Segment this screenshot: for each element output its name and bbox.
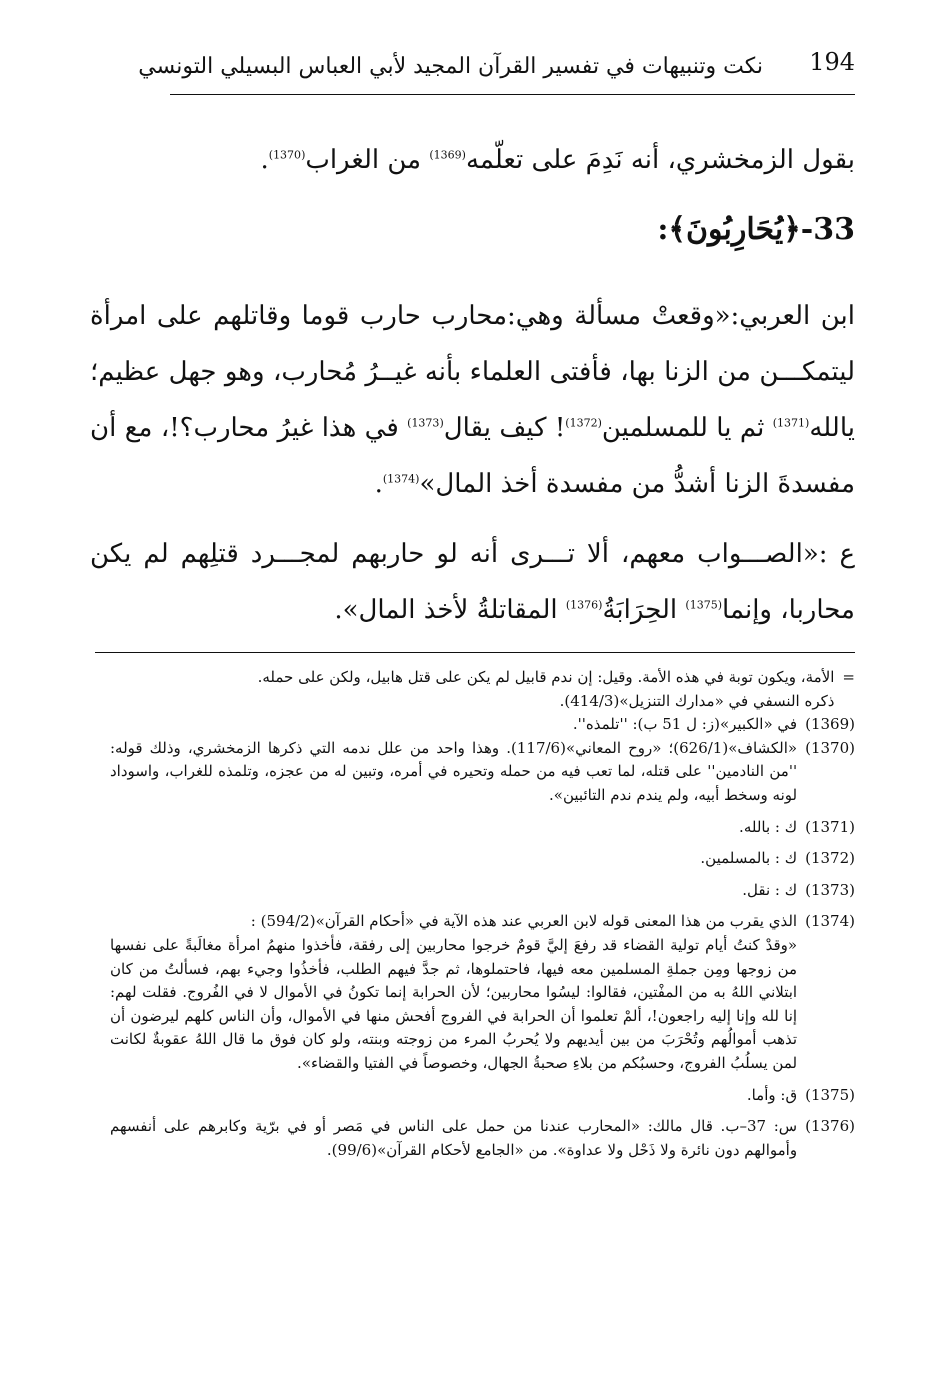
footnote-line: ك : نقل.	[742, 880, 798, 899]
footnote-ref-1369: (1369)	[429, 148, 466, 162]
footnote-ref-1375: (1375)	[685, 598, 723, 612]
footnote-ref-1373: (1373)	[407, 416, 444, 430]
footnote-1372	[110, 847, 855, 871]
footnote-number: (1369)	[805, 715, 855, 734]
footnote-body	[110, 1084, 797, 1108]
para3-text-1: ع :«الصـــواب معهم، ألا تـــرى أنه لو حاربهم لمجـــرد قتلِهم لم يكن محاربا، وإنما	[90, 539, 855, 625]
page-number: 194	[809, 48, 855, 76]
footnote-line: الأمة، ويكون توبة في هذه الأمة. وقيل: إن ندم قابيل لم يكن على قتل هابيل، ولكن على حمله.	[257, 668, 835, 686]
footnote-1370	[110, 737, 855, 808]
footnote-divider	[95, 652, 855, 653]
footnote-1374	[110, 910, 855, 1075]
para2-text-5: .	[374, 469, 383, 499]
footnote-number: (1370)	[805, 738, 855, 757]
footnote-line: في «الكبير»(ز: ل 51 ب): ''تلمذه''.	[572, 715, 798, 734]
footnote-body	[110, 816, 797, 840]
footnotes	[110, 666, 855, 1162]
footnote-line: الذي يقرب من هذا المعنى قوله لابن العربي عند هذه الآية في «أحكام القرآن»(594/2) :	[250, 912, 798, 931]
footnote-1373	[110, 879, 855, 903]
footnote-ref-1376: (1376)	[565, 598, 603, 612]
para1-text-1: بقول الزمخشري، أنه نَدِمَ على تعلّمه	[465, 145, 855, 175]
para2-text-1: ابن العربي:«وقعتْ مسألة وهي:محارب حارب قوما وقاتلهم على امرأة ليتمكـــن من الزنا بها، فأفتى العلماء بأنه غيــرُ مُحارب، وهو جهل عظيم؛ يالله	[90, 301, 856, 443]
footnote-body	[110, 666, 834, 713]
footnote-line: «وقدْ كنتُ أيام تولية القضاء قد رفعَ إليَّ قومٌ خرجوا محاربين إلى رفقة، فأخذوا منهمُ امرأة مغالَبةً على نفسها من زوجها ومِن جملةِ المسلمين معه فيها، فاحتملوها، ثم جدَّ فيهم الطلب، فأخذُوا وجيء بهم، فسألتُ من كان ابتلاني اللهُ به من المفْتين، فقالوا: ليسُوا محاربين؛ لأن الحرابة إنما تكونُ في الأموال لا في الفُروج. فقلت لهم: إنا لله وإنا إليه راجعون!، ألمْ تعلموا أن الحرابة في الفروج أفحش منها في الأموال، وأن الناس كلهم ليرضون أن تذهب أموالُهم وتُحْرَبَ من بين أيديهم ولا يُحربُ المرء من زوجته وبنته، ولو كان فوق ما قال اللهُ عقوبةٌ لكانت لمن يسلُبُ الفروج، وحسبُكم من بلاءِ صحبةُ الجهال، وخصوصاً في الفتيا والقضاء».	[110, 935, 798, 1072]
footnote-1369	[110, 713, 855, 737]
para1-text-3: .	[260, 145, 269, 175]
footnote-continued	[110, 666, 855, 713]
footnote-1371	[110, 816, 855, 840]
footnote-body	[110, 910, 797, 1075]
para2-text-3: ! كيف يقال	[443, 413, 566, 443]
section-heading: 33-﴿يُحَارِبُونَ﴾:	[657, 212, 855, 247]
para1-text-2: من الغراب	[305, 145, 430, 175]
para3-text-2: الحِرَابَةُ	[602, 595, 686, 625]
paragraph-ayn-comment	[90, 526, 855, 638]
footnote-1376	[110, 1115, 855, 1162]
footnote-line: ك : بالله.	[739, 817, 798, 836]
paragraph-zamakhshari	[90, 132, 855, 188]
page-header	[138, 48, 855, 95]
footnote-number: (1375)	[805, 1085, 855, 1104]
footnote-ref-1372: (1372)	[565, 416, 602, 430]
footnote-number: (1373)	[805, 880, 855, 899]
footnote-number: (1374)	[805, 912, 855, 931]
footnote-1375	[110, 1084, 855, 1108]
para3-text-3: المقاتلةُ لأخذ المال».	[334, 595, 566, 625]
para2-text-2: ثم يا للمسلمين	[601, 413, 773, 443]
footnote-line: س: 37–ب. قال مالك: «المحارب عندنا من حمل على الناس في مَصر أو في برّية وكابرهم على أنفسهم وأموالهم دون نائرة ولا ذَحْل ولا عداوة». من «الجامع لأحكام القرآن»(99/6).	[110, 1117, 798, 1159]
running-title: نكت وتنبيهات في تفسير القرآن المجيد لأبي العباس البسيلي التونسي	[138, 54, 763, 79]
footnote-number: (1371)	[805, 817, 855, 836]
footnote-line: ك : بالمسلمين.	[700, 849, 798, 868]
footnote-line: ذكره النسفي في «مدارك التنزيل»(414/3).	[559, 691, 835, 710]
footnote-number: (1376)	[805, 1117, 855, 1136]
footnote-number: =	[842, 668, 855, 686]
footnote-body	[110, 847, 797, 871]
footnote-ref-1374: (1374)	[382, 472, 420, 486]
footnote-body	[110, 737, 797, 808]
footnote-number: (1372)	[805, 849, 855, 868]
paragraph-ibn-al-arabi	[90, 288, 855, 512]
para2-text-4: في هذا غيرُ محارب؟!، مع أن مفسدةَ الزنا أشدُّ من مفسدة أخذ المال»	[90, 413, 855, 499]
footnote-ref-1371: (1371)	[772, 416, 810, 430]
footnote-ref-1370: (1370)	[268, 148, 306, 162]
footnote-body	[110, 713, 797, 737]
footnote-line: «الكشاف»(626/1)؛ «روح المعاني»(117/6). وهذا واحد من علل ندمه التي ذكرها الزمخشري، وذلك قوله: ''من النادمين'' على قتله، لما تعب فيه من حمله وتحيره في أمره، وتبين له من عجزه، وتلمذه للغراب، واسوداد لونه وسخط أبيه، ولم يندم ندم التائبين».	[110, 738, 798, 804]
footnote-line: ق: وأما.	[746, 1085, 798, 1104]
footnote-body	[110, 879, 797, 903]
footnote-body	[110, 1115, 797, 1162]
